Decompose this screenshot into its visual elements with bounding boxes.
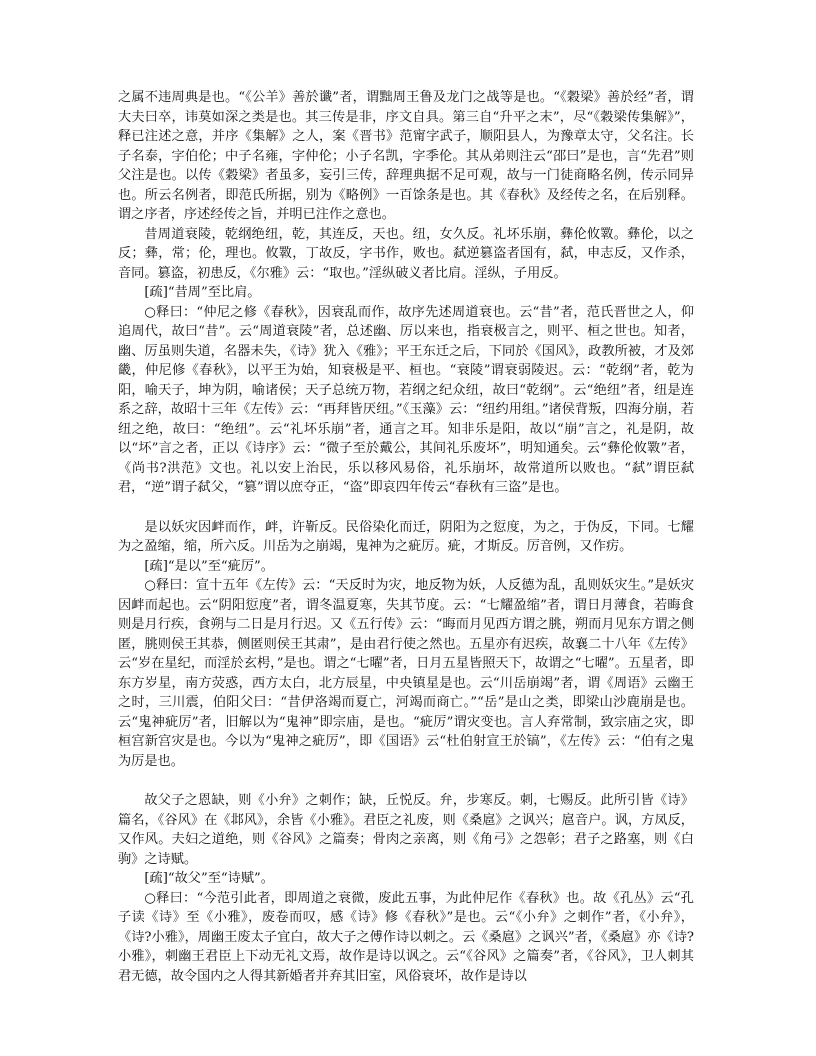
document-page — [118, 88, 694, 986]
commentary-heading: [疏]“故父”至“诗赋”。 — [144, 871, 274, 886]
commentary-heading: [疏]“是以”至“疵厉”。 — [144, 558, 274, 574]
classic-text-paragraph: 故父子之恩缺，则《小弁》之刺作；缺，丘悦反。弁，步寒反。刺，七赐反。此所引皆《诗》篇名，《谷风》在《邶风》，余皆《小雅》。君臣之礼废，则《桑扈》之讽兴；扈音户。讽，方凤反，又作风。夫妇之道绝，则《谷风》之篇奏；骨肉之亲离，则《角弓》之怨彰；君子之路塞，则《白驹》之诗赋。 — [118, 793, 694, 867]
paragraph-gap — [118, 498, 694, 518]
classic-text-paragraph: 昔周道衰陵，乾纲绝纽，乾，其连反，天也。纽，女久反。礼坏乐崩，彝伦攸斁。彝伦，以之反；彝，常；伦，理也。攸斁，丁故反，字书作，败也。弑逆篡盗者国有，弑，申志反，又作杀，音同。篡盗，初患反，《尔雅》云：“取也。”淫纵破义者比肩。淫纵，子用反。 — [118, 226, 694, 281]
commentary-paragraph: ○释曰：宣十五年《左传》云：“天反时为灾，地反物为妖，人反德为乱，乱则妖灾生。”是妖灾因衅而起也。云“阴阳愆度”者，谓冬温夏寒，失其节度。云：“七耀盈缩”者，谓日月薄食，若晦食则是月行疾，食朔与二日是月行迟。又《五行传》云：“晦而月见西方谓之朓，朔而月见东方谓之侧匿，朓则侯王其恭，侧匿则侯王其肃”，是由君行使之然也。五星亦有迟疾，故襄二十八年《左传》云“岁在星纪，而淫於玄枵，”是也。谓之“七曜”者，日月五星皆照天下，故谓之“七曜”。五星者，即东方岁星，南方荧惑，西方太白，北方辰星，中央镇星是也。云“川岳崩竭”者，谓《周语》云幽王之时，三川震，伯阳父曰：“昔伊洛竭而夏亡，河竭而商亡。”“岳”是山之类，即梁山沙鹿崩是也。云“鬼神疵厉”者，旧解以为“鬼神”即宗庙，是也。“疵厉”谓灾变也。言人弃常制，致宗庙之灾，即桓宫新宫灾是也。今以为“鬼神之疵厉”，即《国语》云“杜伯射宣王於镐”，《左传》云：“伯有之鬼为厉是也。 — [118, 578, 694, 769]
classic-text-paragraph: 是以妖灾因衅而作，衅，许靳反。民俗染化而迁，阴阳为之愆度，为之，于伪反，下同。七耀为之盈缩，缩，所六反。川岳为之崩竭，鬼神为之疵厉。疵，才斯反。厉音例，又作疠。 — [118, 519, 694, 554]
paragraph-continuation: 之属不违周典是也。“《公羊》善於谶”者，谓黜周王鲁及龙门之战等是也。“《穀梁》善於经”者，谓大夫曰卒，讳莫如深之类是也。其三传是非，序文自具。第三自“升平之末”，尽“《穀梁传集解》”，释已注述之意，并序《集解》之人，案《晋书》范甯字武子，顺阳县人，为豫章太守，父名注。长子名泰，字伯伦；中子名雍，字仲伦；小子名凯，字季伦。其从弟则注云“邵曰”是也，言“先君”则父注是也。以传《穀梁》者虽多，妄引三传，辞理典据不足可观，故与一门徒商略名例，传示同异也。所云名例者，即范氏所据，别为《略例》一百馀条是也。其《春秋》及经传之名，在后别释。谓之序者，序述经传之旨，并明已注作之意也。 — [118, 90, 694, 222]
commentary-heading: [疏]“昔周”至比肩。 — [144, 285, 261, 300]
paragraph-gap — [118, 771, 694, 791]
commentary-paragraph: ○释曰：“仲尼之修《春秋》，因衰乱而作，故序先述周道衰也。云“昔”者，范氏晋世之人，仰追周代，故曰“昔”。云“周道衰陵”者，总述幽、厉以来也，指衰极言之，则平、桓之世也。知者，幽、厉虽则失道，名器未失，《诗》犹入《雅》；平王东迁之后，下同於《国风》，政教所被，才及郊畿，仲尼修《春秋》，以平王为始，知衰极是平、桓也。“衰陵”谓衰弱陵迟。云：“乾纲”者，乾为阳，喻天子，坤为阴，喻诸侯；天子总统万物，若纲之纪众纽，故曰“乾纲”。云“绝纽”者，纽是连系之辞，故昭十三年《左传》云：“再拜皆厌纽。”《玉藻》云：“纽约用组。”诸侯背叛，四海分崩，若纽之绝，故曰：“绝纽”。云“礼坏乐崩”者，通言之耳。知非乐是阳，故以“崩”言之，礼是阴，故以“坏”言之者，正以《诗序》云：“微子至於戴公，其间礼乐废坏”，明知通矣。云“彝伦攸斁”者，《尚书?洪范》文也。礼以安上治民，乐以移风易俗，礼乐崩坏，故常道所以败也。“弑”谓臣弑君，“逆”谓子弑父，“篡”谓以庶夺正，“盗”即哀四年传云“春秋有三盗”是也。 — [118, 304, 694, 495]
commentary-paragraph: ○释曰：“今范引此者，即周道之衰微，废此五事，为此仲尼作《春秋》也。故《孔丛》云“孔子读《诗》至《小雅》，废卷而叹，感《诗》修《春秋》”是也。云“《小弁》之刺作”者，《小弁》，《诗?小雅》，周幽王废太子宜白，故大子之傅作诗以刺之。云《桑扈》之讽兴”者，《桑扈》亦《诗?小雅》，刺幽王君臣上下动无礼文焉，故作是诗以讽之。云“《谷风》之篇奏”者，《谷风》，卫人刺其君无德，故令国内之人得其新婚者并弃其旧室，风俗衰坏，故作是诗以 — [118, 890, 694, 984]
